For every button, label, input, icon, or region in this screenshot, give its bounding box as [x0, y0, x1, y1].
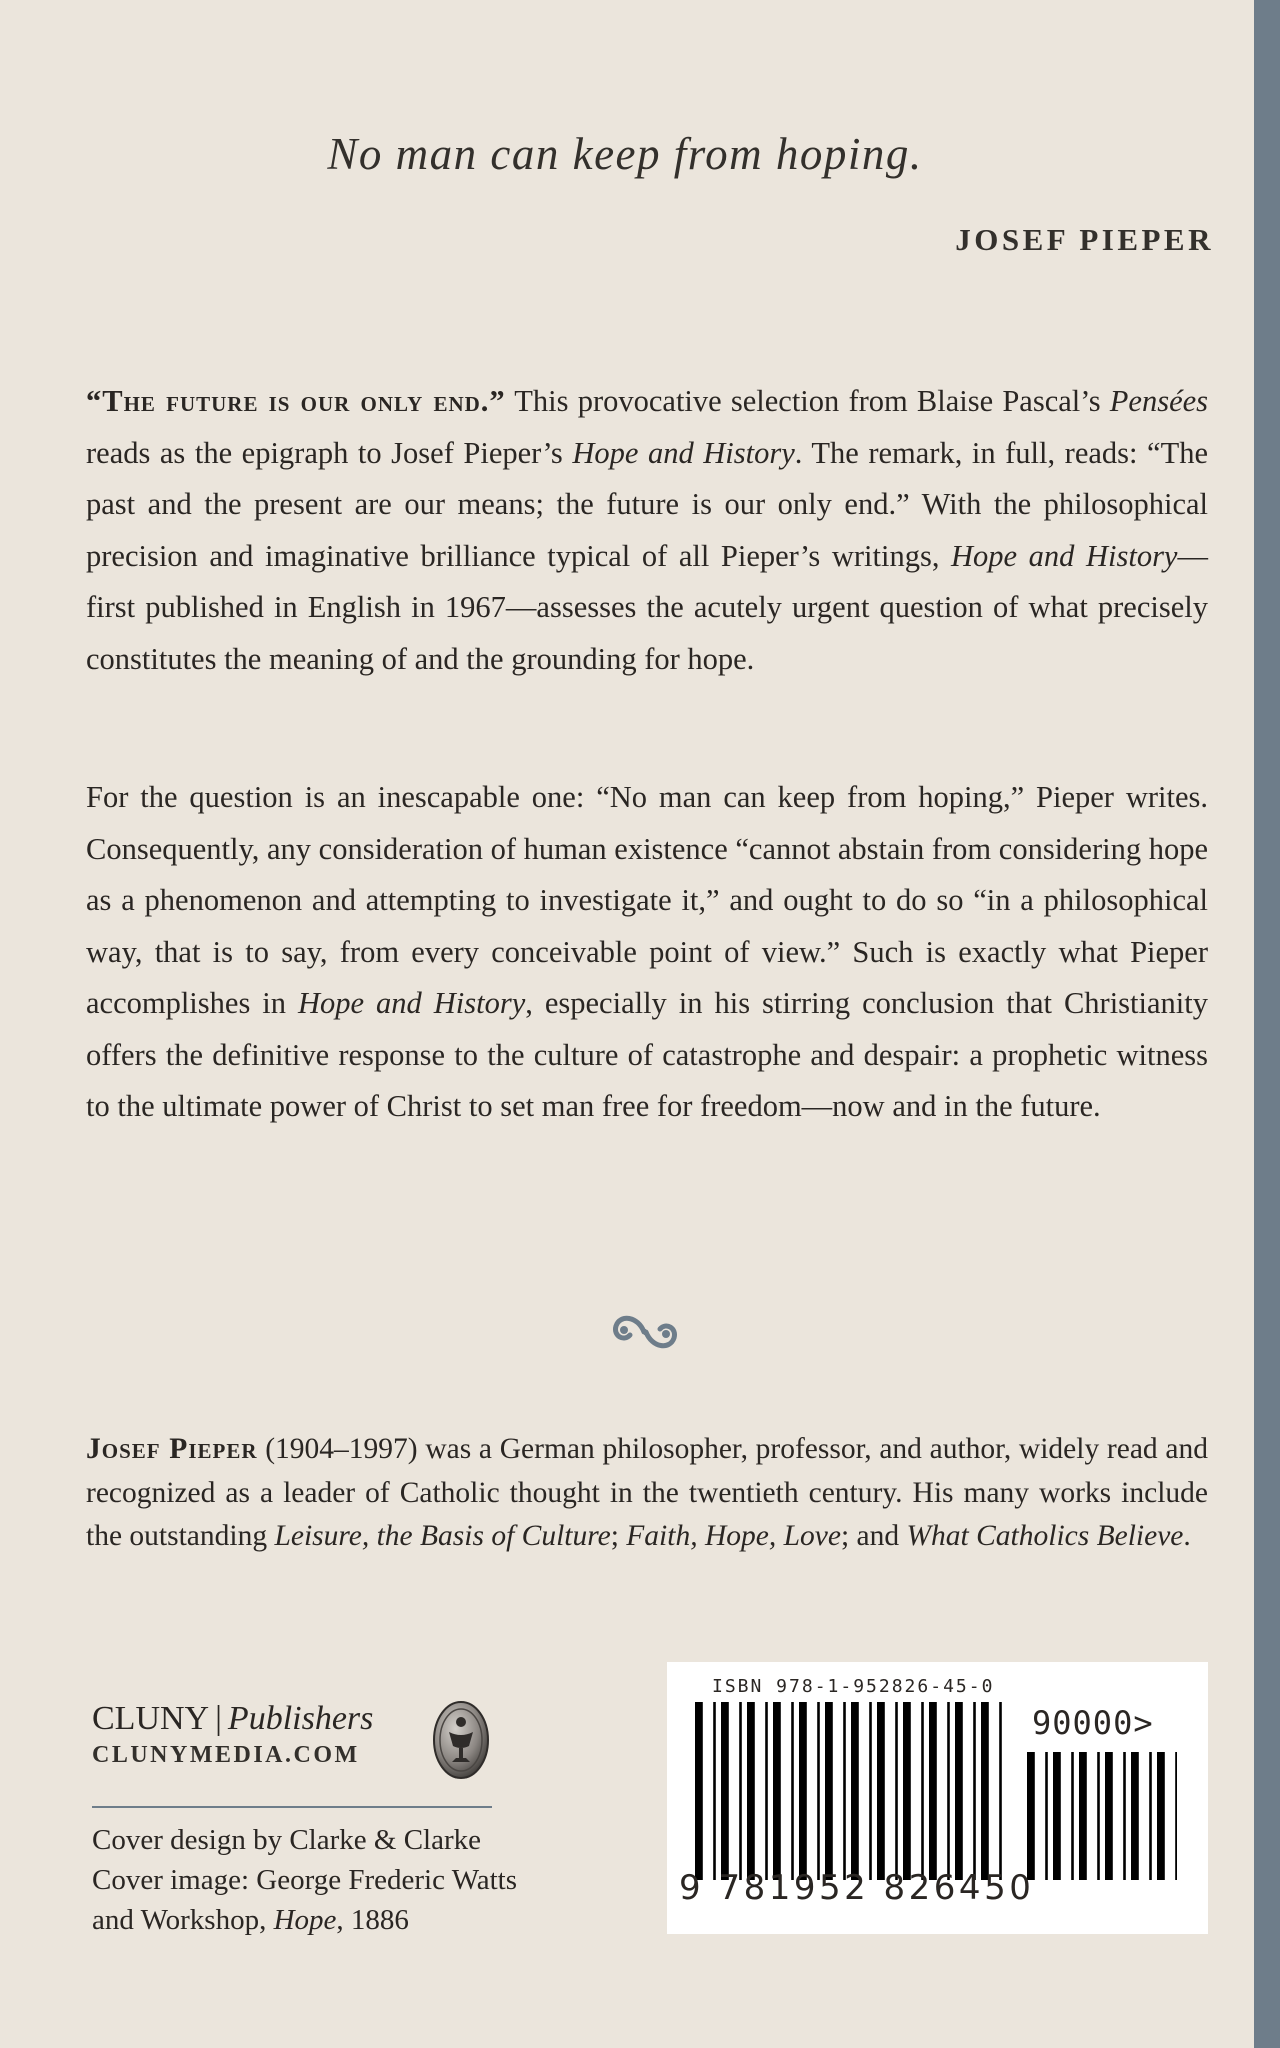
spine-edge: [1254, 0, 1280, 2048]
barcode-digits: 9 781952 826450: [679, 1868, 1035, 1908]
barcode-bar: [1053, 1752, 1061, 1880]
work-title: Faith, Hope, Love: [626, 1520, 841, 1552]
barcode-bar: [825, 1702, 833, 1880]
title-pensees: Pensées: [1109, 384, 1209, 418]
barcode-bar: [877, 1702, 885, 1880]
desc-text: —first published in English in 1967—assesses the acutely urgent question of what precisely constitutes the meaning of and the grounding for hope.: [86, 538, 1208, 676]
barcode-bar: [955, 1702, 963, 1880]
work-title: What Catholics Believe: [906, 1520, 1184, 1552]
barcode-panel: [667, 1662, 1208, 1934]
publisher-divider: [92, 1806, 492, 1808]
barcode-bar: [973, 1702, 976, 1880]
author-bio: [86, 1428, 1208, 1559]
desc-text: This provocative selection from Blaise Pascal’s: [505, 384, 1110, 418]
barcode-bar: [817, 1702, 820, 1880]
lead-quote: “The future is our only end.”: [86, 384, 506, 418]
barcode-bar: [1045, 1752, 1048, 1880]
barcode-bar: [1027, 1752, 1035, 1880]
cover-credits: [92, 1820, 517, 1940]
credit-text: and Workshop,: [92, 1904, 274, 1936]
publisher-separator: |: [215, 1700, 222, 1737]
barcode-bar: [713, 1702, 716, 1880]
bio-name: Josef Pieper: [86, 1433, 258, 1465]
barcode-bar: [1105, 1752, 1113, 1880]
desc-text: For the question is an inescapable one: “No man can keep from hoping,” Pieper writes. Consequently, any consideration of human existence “cannot abstain from considering hope as a phenomenon and attempting to investigate it,” and ought to do so “in a philosophical way, that is to say, from every conceivable point of view.” Such is exactly what Pieper accomplishes in: [86, 780, 1208, 1020]
publisher-name: [92, 1700, 373, 1738]
barcode-bar: [1157, 1752, 1165, 1880]
desc-text: , especially in his stirring conclusion that Christianity offers the definitive response to the culture of catastrophe and despair: a prophetic witness to the ultimate power of Christ to set man free for freedom—now and in the future.: [86, 986, 1208, 1123]
bio-text: ;: [610, 1520, 627, 1552]
publisher-wordmark: CLUNY: [92, 1700, 210, 1737]
ean-barcode-bars: [695, 1702, 1003, 1880]
barcode-bar: [851, 1702, 859, 1880]
barcode-bar: [695, 1702, 703, 1880]
barcode-bar: [773, 1702, 781, 1880]
isbn-number: ISBN 978-1-952826-45-0: [712, 1676, 995, 1697]
barcode-bar: [765, 1702, 768, 1880]
cover-image-credit: Cover image: George Frederic Watts: [92, 1864, 518, 1896]
barcode-bar: [747, 1702, 755, 1880]
title-hope-and-history: Hope and History: [951, 538, 1178, 573]
bio-text: (1904–1997) was a German philosopher, professor, and author, widely read and recognized as a leader of Catholic thought in the twentieth century. His many works include the outstanding: [86, 1433, 1208, 1552]
artwork-title: Hope: [273, 1904, 337, 1936]
epigraph-quote: No man can keep from hoping.: [327, 129, 923, 179]
bio-text: ; and: [840, 1520, 907, 1552]
title-hope-and-history: Hope and History: [298, 986, 526, 1020]
barcode-bar: [981, 1702, 989, 1880]
title-hope-and-history: Hope and History: [572, 435, 795, 470]
barcode-bar: [1131, 1752, 1139, 1880]
barcode-bar: [929, 1702, 937, 1880]
barcode-bar: [1123, 1752, 1126, 1880]
barcode-bar: [999, 1702, 1002, 1880]
description-paragraph-1: [86, 376, 1208, 685]
barcode-bar: [1097, 1752, 1100, 1880]
barcode-bar: [895, 1702, 898, 1880]
desc-text: . The remark, in full, reads: “The past and the present are our means; the future is our only end.” With the philosophical precision and imaginative brilliance typical of all Pieper’s writings,: [86, 435, 1208, 573]
barcode-bar: [843, 1702, 846, 1880]
barcode-bar: [947, 1702, 950, 1880]
barcode-bar: [1149, 1752, 1152, 1880]
fleuron-icon: [600, 1302, 690, 1362]
work-title: Leisure, the Basis of Culture: [274, 1520, 611, 1552]
cover-design-credit: Cover design by Clarke & Clarke: [92, 1824, 481, 1856]
cover-image-credit-line-2: [92, 1900, 517, 1940]
price-code: 90000>: [1032, 1704, 1154, 1742]
barcode-bar: [791, 1702, 794, 1880]
barcode-bar: [799, 1702, 807, 1880]
credit-text: , 1886: [336, 1904, 409, 1936]
addon-barcode-bars: [1027, 1752, 1177, 1880]
barcode-bar: [903, 1702, 911, 1880]
publisher-suffix: Publishers: [227, 1700, 374, 1737]
barcode-bar: [721, 1702, 729, 1880]
publisher-logo: [92, 1700, 373, 1769]
bio-text: .: [1183, 1520, 1191, 1552]
epigraph-author: JOSEF PIEPER: [955, 222, 1214, 257]
chalice-seal-icon: [432, 1700, 490, 1780]
publisher-url: CLUNYMEDIA.COM: [92, 1742, 360, 1768]
barcode-bar: [921, 1702, 924, 1880]
description-paragraph-2: [86, 772, 1208, 1133]
barcode-bar: [1175, 1752, 1177, 1880]
desc-text: reads as the epigraph to Josef Pieper’s: [86, 435, 573, 470]
barcode-bar: [869, 1702, 872, 1880]
barcode-bar: [739, 1702, 742, 1880]
barcode-bar: [1079, 1752, 1087, 1880]
barcode-bar: [1071, 1752, 1074, 1880]
